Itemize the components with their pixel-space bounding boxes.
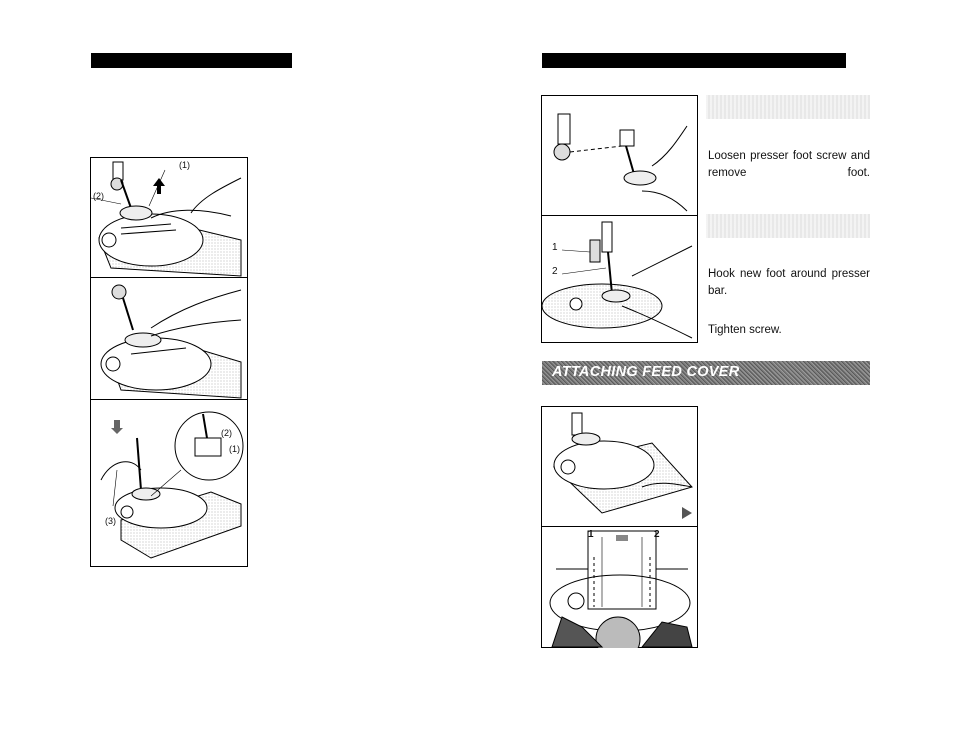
section-header-feed-cover — [542, 361, 870, 385]
callout-feed-1: 1 — [588, 529, 594, 540]
left-illustration-column — [90, 157, 248, 567]
illustration-slide-feed-cover — [542, 407, 697, 526]
callout-feed-2: 2 — [654, 529, 660, 540]
faded-heading-middle — [706, 214, 870, 238]
step-text-hook: Hook new foot around presser bar. — [708, 268, 870, 297]
faded-heading-top — [706, 95, 870, 119]
loosen-screw-drawing — [542, 96, 697, 215]
right-illustration-column-top — [541, 95, 698, 343]
hook-foot-drawing — [542, 216, 697, 343]
callout-2-inset: (2) — [221, 428, 232, 438]
callout-2: (2) — [93, 191, 104, 201]
step-text-tighten: Tighten screw. — [708, 324, 782, 336]
illustration-attach-foot — [91, 399, 247, 567]
attach-foot-drawing — [91, 400, 247, 567]
callout-1-inset: (1) — [229, 444, 240, 454]
callout-3: (3) — [105, 516, 116, 526]
slide-feed-cover-drawing — [542, 407, 697, 526]
illustration-remove-foot-slide — [91, 277, 247, 400]
slide-foot-drawing — [91, 278, 247, 400]
right-illustration-column-bottom — [541, 406, 698, 648]
illustration-loosen-screw — [542, 96, 697, 215]
step-text-loosen: Loosen presser foot screw and remove foot. — [708, 150, 870, 179]
illustration-remove-foot-lift — [91, 158, 247, 277]
remove-foot-drawing — [91, 158, 247, 277]
illustration-hook-foot — [542, 215, 697, 343]
left-page-header-bar — [91, 53, 292, 68]
feed-cover-pins-drawing — [542, 527, 697, 648]
section-header-title: ATTACHING FEED COVER — [552, 364, 740, 380]
callout-foot-1: 1 — [552, 242, 558, 253]
right-page-header-bar — [542, 53, 846, 68]
callout-foot-2: 2 — [552, 266, 558, 277]
callout-1: (1) — [179, 160, 190, 170]
illustration-feed-cover-pins — [542, 526, 697, 648]
